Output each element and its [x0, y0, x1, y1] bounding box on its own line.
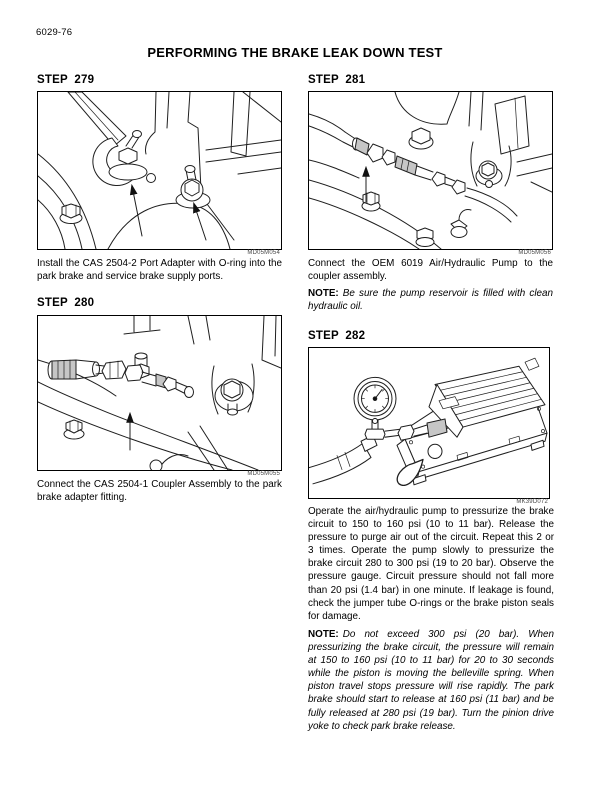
note-label: NOTE: — [308, 288, 339, 299]
note-label: NOTE: — [308, 629, 339, 640]
figure-280-code: MD05M055 — [247, 471, 280, 477]
figure-281-frame — [308, 91, 553, 250]
coupler-assembly — [48, 360, 194, 398]
pump-hose — [309, 435, 377, 484]
bolt-head — [362, 192, 380, 211]
figure-281-illustration-pump-hose-connection — [309, 92, 552, 249]
figure-279-illustration-wrench-on-port-adapter — [38, 92, 281, 249]
step-279-caption: Install the CAS 2504-2 Port Adapter with O-ring into the park brake and service brake supply ports. — [37, 258, 282, 283]
bolt-head — [416, 228, 434, 247]
port-adapter-fitting-2 — [176, 166, 210, 209]
step-280-heading: STEP 280 — [37, 297, 95, 309]
figure-282-illustration-air-hydraulic-pump — [309, 348, 549, 498]
bolt-head — [64, 420, 84, 439]
pressure-gauge — [354, 377, 396, 439]
elbow-fitting — [451, 209, 471, 237]
page-title: PERFORMING THE BRAKE LEAK DOWN TEST — [147, 45, 443, 60]
adapter-fitting — [476, 161, 502, 188]
pointer-arrow-1 — [132, 186, 142, 236]
figure-282-code: MK39D072 — [516, 499, 548, 505]
step-280-caption: Connect the CAS 2504-1 Coupler Assembly to the park brake adapter fitting. — [37, 479, 282, 504]
figure-279-code: MD05M054 — [247, 250, 280, 256]
figure-280-frame — [37, 315, 282, 471]
figure-281-code: MD05M056 — [518, 250, 551, 256]
figure-279-frame — [37, 91, 282, 250]
service-brake-fitting — [215, 379, 253, 415]
note-text: Be sure the pump reservoir is filled with clean hydraulic oil. — [308, 288, 553, 313]
step-279-heading: STEP 279 — [37, 74, 95, 86]
step-282-note — [308, 628, 554, 733]
page-number: 6029-76 — [36, 27, 73, 38]
step-282-body: Operate the air/hydraulic pump to pressurize the brake circuit to 150 to 160 psi (10 to 11 bar). Release the pressure to purge air out of the circuit. Repeat this 2 or 3 times. Operate the pump slowly to pressurize the brake circuit 280 to 300 psi (19 to 20 bar). Observe the pressure gauge. Circuit pressure should not fall more than 20 psi (1.4 bar) in one minute. If leakage is found, check the jumper tube O-rings or the brake piston seals for damage. — [308, 506, 554, 622]
step-281-note — [308, 287, 553, 314]
bolt-head — [60, 204, 82, 224]
step-282-heading: STEP 282 — [308, 330, 366, 342]
note-text: Do not exceed 300 psi (20 bar). When pressurizing the brake circuit, the pressure will remain at 150 to 160 psi (10 to 11 bar) for 20 to 30 seconds while the piston is moving the belleville spring. When piston travel stops pressure will rise rapidly. The park brake should start to release at 160 psi (11 bar) and be fully released at 280 psi (19 bar). Turn the pinion drive yoke to check park brake release. — [308, 629, 554, 732]
step-281-heading: STEP 281 — [308, 74, 366, 86]
figure-280-illustration-coupler-assembly — [38, 316, 281, 470]
step-281-caption: Connect the OEM 6019 Air/Hydraulic Pump to the coupler assembly. — [308, 258, 553, 283]
hex-plug — [409, 128, 433, 149]
figure-282-frame — [308, 347, 550, 499]
